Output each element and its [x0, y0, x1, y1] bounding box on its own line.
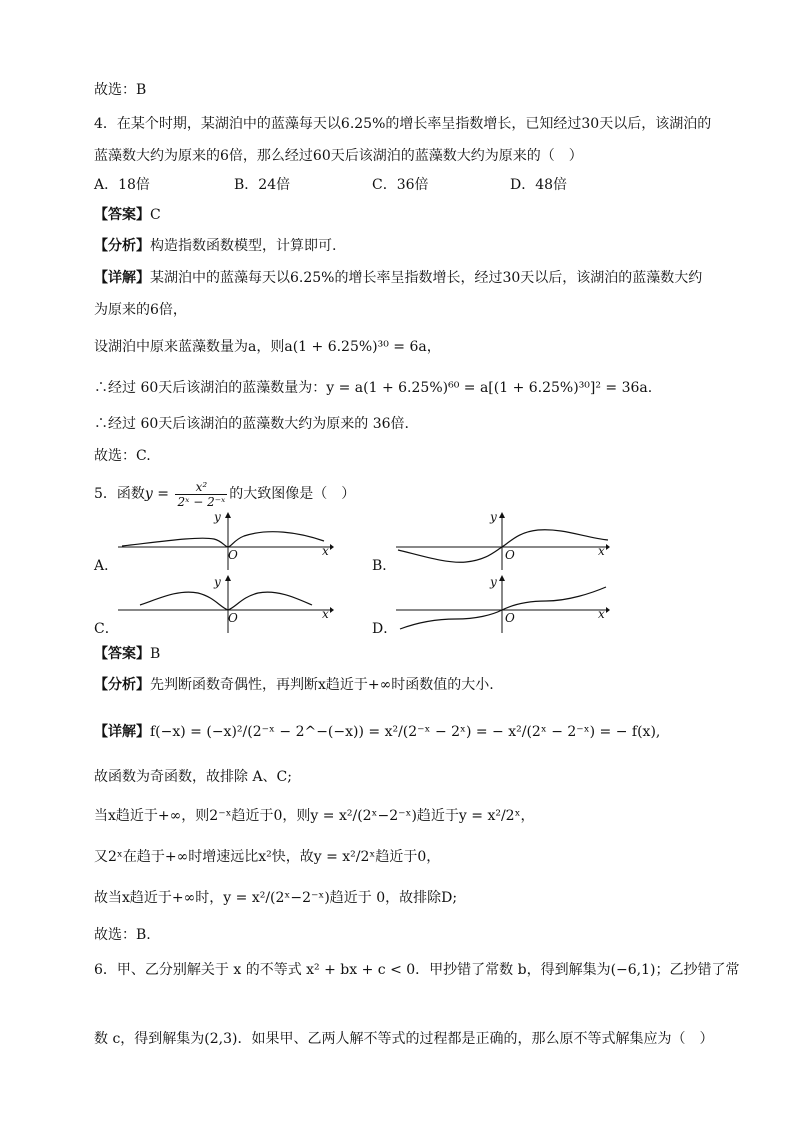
analysis-tag: 【分析】 [94, 677, 150, 693]
answer-tag: 【答案】 [94, 207, 150, 223]
q4-text-2: 蓝藻数大约为原来的6倍，那么经过60天后该湖泊的蓝藻数大约为原来的（ ） [94, 148, 583, 164]
option-b-label: B． [372, 558, 397, 574]
graph-a-x-label: x [322, 544, 329, 558]
graph-b-origin: O [505, 548, 515, 562]
q4-detail-1 [94, 268, 702, 288]
detail-tag: 【详解】 [94, 724, 150, 740]
graph-a [118, 512, 333, 572]
answer-tag: 【答案】 [94, 646, 150, 662]
q5-end: 故选：B. [94, 927, 151, 943]
q5-analysis [94, 675, 494, 695]
graph-c [118, 575, 333, 635]
q5-stem: 5．函数y = $\frac{\text{x²}}{\text{2ˣ − 2⁻ˣ}}$ 的大致图像是（ ） [94, 479, 356, 509]
q5-detail-5: 故当x趋近于+∞时，y = x²/(2ˣ−2⁻ˣ)趋近于 0，故排除D; [94, 890, 458, 906]
graph-c-x-label: x [322, 607, 329, 621]
q4-end: 故选：C. [94, 448, 151, 464]
q4-answer [94, 205, 161, 225]
q5-suffix: 的大致图像是（ ） [229, 486, 356, 502]
graph-a-y-label: y [214, 510, 221, 524]
q5-detail-2: 故函数为奇函数，故排除 A、C; [94, 769, 292, 785]
q5-fraction [175, 480, 227, 509]
option-a-label: A． [94, 558, 119, 574]
q4-analysis-text: 构造指数函数模型，计算即可. [150, 238, 337, 254]
q4-analysis [94, 236, 336, 256]
graph-b-x-label: x [598, 544, 605, 558]
q4-option-d: D．48倍 [510, 177, 568, 193]
q5-denominator: 2ˣ − 2⁻ˣ [177, 494, 226, 509]
option-d-label: D． [372, 621, 398, 637]
q4-option-c: C．36倍 [372, 177, 429, 193]
q5-detail-4: 又2ˣ在趋于+∞时增速远比x²快，故y = x²/2ˣ趋近于0， [94, 849, 441, 865]
q5-prefix: 5．函数 [94, 486, 145, 502]
q5-numerator: x² [175, 480, 227, 495]
q4-detail-text: 某湖泊中的蓝藻每天以6.25%的增长率呈指数增长，经过30天以后，该湖泊的蓝藻数大约 [150, 270, 703, 286]
q5-answer [94, 644, 160, 664]
graph-c-y-label: y [214, 575, 221, 589]
graph-d-y-label: y [490, 575, 497, 589]
graph-c-origin: O [228, 611, 238, 625]
q4-detail-4: ∴经过 60天后该湖泊的蓝藻数量为：y = a(1 + 6.25%)⁶⁰ = a[(1 + 6.25%)³⁰]² = 36a. [94, 380, 653, 396]
prev-answer-line: 故选：B [94, 82, 147, 98]
q5-detail-1 [94, 722, 660, 742]
q5-answer-value: B [150, 646, 161, 662]
q4-detail-5: ∴经过 60天后该湖泊的蓝藻数大约为原来的 36倍. [94, 416, 409, 432]
q4-detail-3: 设湖泊中原来蓝藻数量为a，则a(1 + 6.25%)³⁰ = 6a， [94, 339, 441, 355]
q4-answer-value: C [150, 207, 161, 223]
q4-text-1: 4．在某个时期，某湖泊中的蓝藻每天以6.25%的增长率呈指数增长，已知经过30天以后，该湖泊的 [94, 116, 712, 132]
q5-detail-3: 当x趋近于+∞，则2⁻ˣ趋近于0，则y = x²/(2ˣ−2⁻ˣ)趋近于y = x²/2ˣ， [94, 808, 535, 824]
q5-detail-formula: f(−x) = (−x)²/(2⁻ˣ − 2^−(−x)) = x²/(2⁻ˣ − 2ˣ) = − x²/(2ˣ − 2⁻ˣ) = − f(x), [150, 724, 661, 740]
q4-detail-2: 为原来的6倍， [94, 302, 187, 318]
analysis-tag: 【分析】 [94, 238, 150, 254]
q4-option-a: A．18倍 [94, 177, 150, 193]
q5-analysis-text: 先判断函数奇偶性，再判断x趋近于+∞时函数值的大小. [150, 677, 494, 693]
q4-option-b: B．24倍 [234, 177, 291, 193]
graph-a-origin: O [228, 548, 238, 562]
detail-tag: 【详解】 [94, 270, 150, 286]
q6-text-2: 数 c，得到解集为(2,3)．如果甲、乙两人解不等式的过程都是正确的，那么原不等式解集应为（ ） [94, 1031, 714, 1047]
option-c-label: C． [94, 621, 119, 637]
q6-text-1: 6．甲、乙分别解关于 x 的不等式 x² + bx + c < 0．甲抄错了常数 b，得到解集为(−6,1)；乙抄错了常 [94, 962, 740, 978]
graph-b-y-label: y [490, 510, 497, 524]
graph-d-origin: O [505, 611, 515, 625]
graph-b [396, 512, 611, 572]
graph-d [396, 575, 611, 635]
graph-d-x-label: x [598, 607, 605, 621]
